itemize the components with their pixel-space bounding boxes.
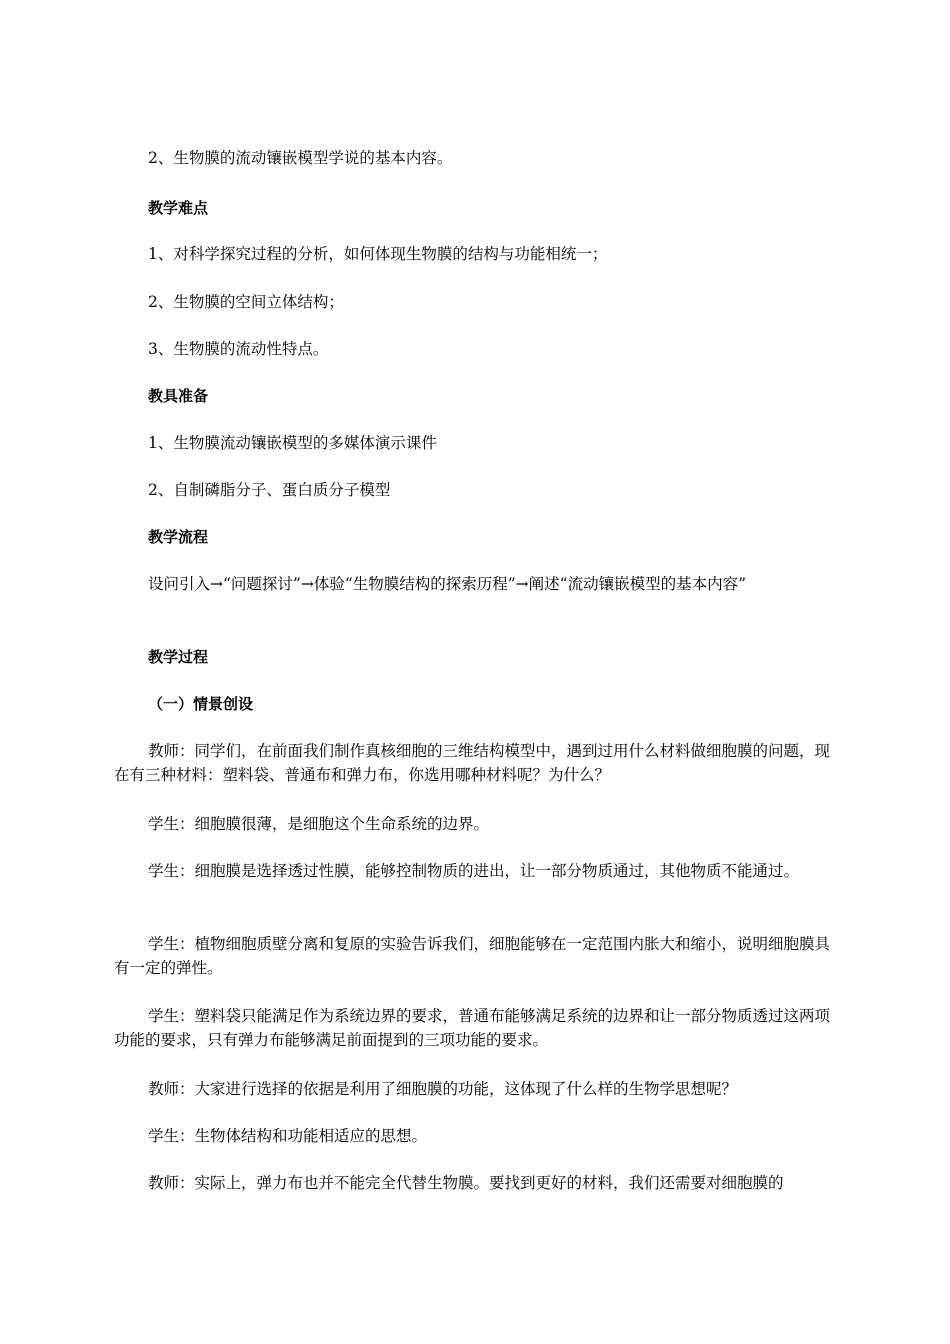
content-paragraph: 3、生物膜的流动性特点。: [148, 340, 329, 358]
content-paragraph: 2、生物膜的空间立体结构；: [148, 293, 344, 311]
content-paragraph: 教师：同学们，在前面我们制作真核细胞的三维结构模型中，遇到过用什么材料做细胞膜的问题，现在有三种材料：塑料袋、普通布和弹力布，你选用哪种材料呢？为什么？: [114, 742, 831, 784]
content-paragraph: 1、对科学探究过程的分析，如何体现生物膜的结构与功能相统一；: [148, 245, 608, 263]
section-heading-teaching-difficulties: 教学难点: [148, 199, 209, 217]
section-heading-teaching-process: 教学过程: [148, 648, 209, 666]
content-paragraph: 2、生物膜的流动镶嵌模型学说的基本内容。: [148, 149, 453, 167]
content-paragraph: 2、自制磷脂分子、蛋白质分子模型: [148, 481, 391, 499]
content-paragraph: 学生：塑料袋只能满足作为系统边界的要求，普通布能够满足系统的边界和让一部分物质透过这两项功能的要求，只有弹力布能够满足前面提到的三项功能的要求。: [114, 1007, 831, 1049]
content-paragraph: 学生：生物体结构和功能相适应的思想。: [148, 1127, 428, 1145]
section-heading-teaching-aids: 教具准备: [148, 387, 209, 405]
content-paragraph: 教师：大家进行选择的依据是利用了细胞膜的功能，这体现了什么样的生物学思想呢？: [148, 1080, 738, 1098]
content-paragraph: 教师：实际上，弹力布也并不能完全代替生物膜。要找到更好的材料，我们还需要对细胞膜的: [148, 1174, 784, 1192]
subsection-heading-scenario: （一）情景创设: [148, 695, 254, 713]
section-heading-teaching-flow: 教学流程: [148, 528, 209, 546]
content-paragraph: 学生：细胞膜很薄，是细胞这个生命系统的边界。: [148, 815, 490, 833]
content-paragraph: 设问引入→“问题探讨”→体验“生物膜结构的探索历程”→阐述“流动镶嵌模型的基本内容”: [148, 575, 747, 593]
content-paragraph: 学生：植物细胞质壁分离和复原的实验告诉我们，细胞能够在一定范围内胀大和缩小，说明细胞膜具有一定的弹性。: [114, 935, 831, 977]
content-paragraph: 1、生物膜流动镶嵌模型的多媒体演示课件: [148, 434, 437, 452]
content-paragraph: 学生：细胞膜是选择透过性膜，能够控制物质的进出，让一部分物质通过，其他物质不能通过。: [148, 862, 800, 880]
